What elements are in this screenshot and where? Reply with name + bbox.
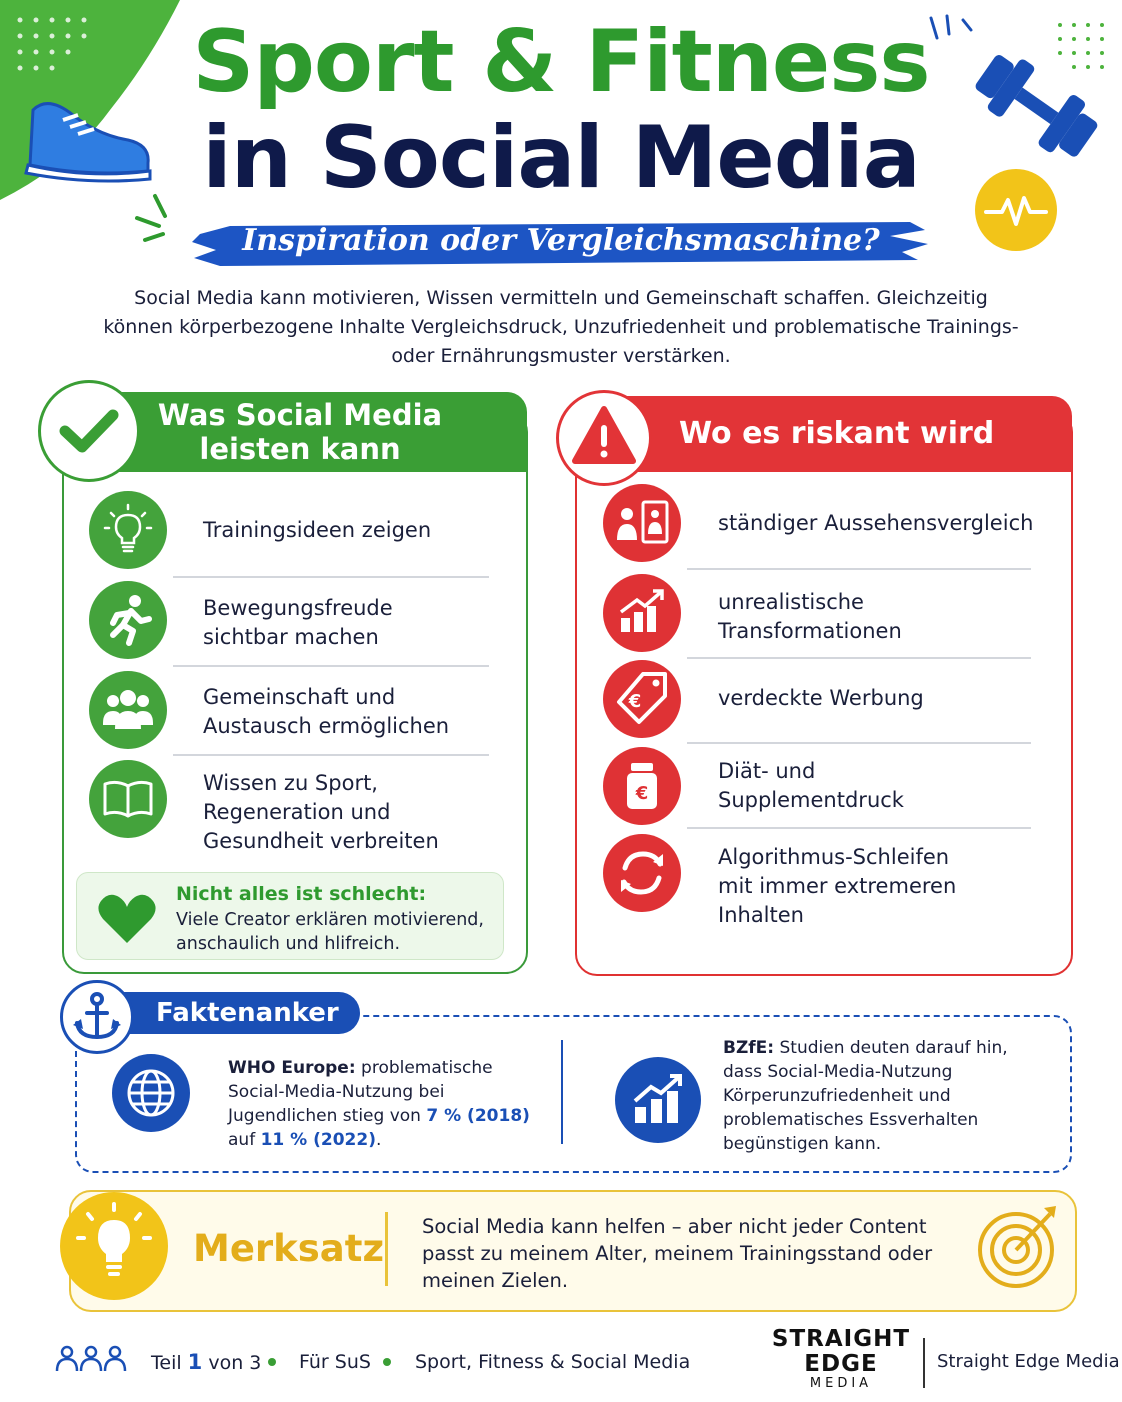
risk-item-4: Diät- und Supplementdruck: [718, 759, 904, 812]
footer-brand: Straight Edge Media: [937, 1351, 1120, 1372]
runner-icon: [89, 581, 167, 659]
positive-item-2: Bewegungsfreude sichtbar machen: [203, 596, 393, 649]
footer-dot: [383, 1358, 391, 1366]
facts-divider: [561, 1040, 563, 1144]
merksatz-divider: [385, 1212, 388, 1286]
checkmark-icon: [41, 383, 137, 479]
warning-badge: [556, 390, 652, 486]
rising-chart-icon: [603, 574, 681, 652]
divider: [173, 754, 489, 756]
refresh-loop-icon: [603, 834, 681, 912]
footer-series: Sport, Fitness & Social Media: [415, 1351, 691, 1373]
merksatz-title: Merksatz: [193, 1227, 384, 1270]
check-badge: [38, 380, 140, 482]
mirror-comparison-icon: [603, 484, 681, 562]
positive-item-4: Wissen zu Sport, Regeneration und Gesundheit verbreiten: [203, 771, 439, 853]
idea-lightbulb-icon: [60, 1192, 168, 1300]
facts-title-pill: [96, 992, 360, 1034]
title-line-1: Sport & Fitness: [192, 12, 930, 112]
intro-text: Social Media kann motivieren, Wissen vermitteln und Gemeinschaft schaffen. Gleichzeitig können körperbezogene Inhalte Vergleichsdruck, Unzufriedenheit und problematische Trainings- oder Ernährungsmuster verstärken.: [103, 287, 1019, 367]
risk-title: Wo es riskant wird: [679, 416, 995, 451]
positive-title-line-2: leisten kann: [199, 432, 401, 466]
book-icon: [89, 760, 167, 838]
bzfe-fact: BZfE: Studien deuten darauf hin, dass Social-Media-Nutzung Körperunzufriedenheit und problematisches Essverhalten begünstigen kann.: [723, 1038, 1008, 1154]
footer-part: Teil 1 von 3: [151, 1350, 262, 1374]
footer-audience: Für SuS: [299, 1351, 371, 1373]
who-fact: WHO Europe: problematische Social-Media-Nutzung bei Jugendlichen stieg von 7 % (2018) auf 11 % (2022).: [228, 1058, 530, 1150]
positive-item-3: Gemeinschaft und Austausch ermöglichen: [203, 685, 450, 738]
facts-title: Faktenanker: [156, 998, 339, 1028]
risk-item-3: verdeckte Werbung: [718, 686, 924, 710]
anchor-icon: [63, 983, 131, 1051]
title-line-2: in Social Media: [202, 108, 920, 208]
positive-note: [76, 872, 504, 960]
note-title: Nicht alles ist schlecht:: [176, 883, 427, 905]
anchor-badge: [60, 980, 134, 1054]
divider: [687, 742, 1031, 744]
divider: [687, 827, 1031, 829]
globe-icon: [112, 1054, 190, 1132]
divider: [687, 657, 1031, 659]
group-icon: [89, 671, 167, 749]
divider: [687, 568, 1031, 570]
risk-item-1: ständiger Aussehensvergleich: [718, 511, 1034, 535]
risk-item-5: Algorithmus-Schleifen mit immer extremeren Inhalten: [718, 845, 957, 927]
footer-dot: [268, 1358, 276, 1366]
straight-edge-logo: STRAIGHT EDGE MEDIA: [771, 1326, 911, 1391]
supplement-jar-icon: [603, 747, 681, 825]
people-icon: [55, 1343, 127, 1375]
subtitle: Inspiration oder Vergleichsmaschine?: [242, 223, 880, 258]
note-text: Viele Creator erklären motivierend, anschaulich und hlifreich.: [176, 910, 484, 954]
heart-icon: [95, 889, 159, 947]
warning-icon: [559, 393, 649, 483]
footer-divider: [923, 1338, 925, 1388]
target-icon: [972, 1200, 1064, 1292]
positive-title-line-1: Was Social Media: [157, 398, 443, 432]
svg-text:€: €: [628, 691, 642, 712]
svg-text:€: €: [635, 783, 649, 804]
divider: [173, 665, 489, 667]
divider: [173, 576, 489, 578]
lightbulb-icon: [89, 491, 167, 569]
growth-chart-icon: [615, 1057, 701, 1143]
risk-item-2: unrealistische Transformationen: [718, 590, 902, 643]
positive-item-1: Trainingsideen zeigen: [203, 518, 432, 542]
price-tag-icon: [603, 660, 681, 738]
merksatz-text: Social Media kann helfen – aber nicht jeder Content passt zu meinem Alter, meinem Trainingsstand oder meinen Zielen.: [422, 1215, 933, 1292]
